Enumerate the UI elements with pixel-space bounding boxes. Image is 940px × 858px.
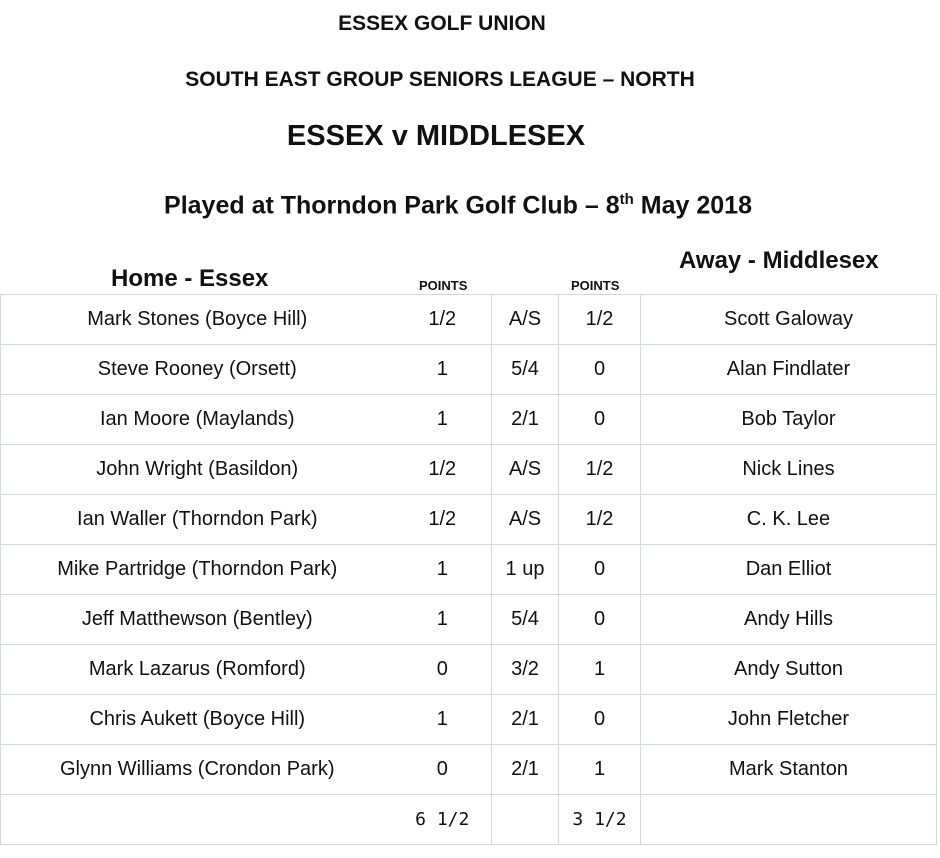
totals-blank-cell	[1, 795, 394, 845]
away-points: 1	[559, 645, 641, 695]
away-points: 0	[559, 545, 641, 595]
league-title: SOUTH EAST GROUP SENIORS LEAGUE – NORTH	[185, 68, 695, 91]
match-result: 5/4	[492, 345, 559, 395]
table-row	[1, 545, 937, 595]
table-row	[1, 645, 937, 695]
match-result: 2/1	[492, 395, 559, 445]
home-total-points: 6 1/2	[394, 795, 492, 845]
away-player: Dan Elliot	[641, 545, 937, 595]
away-points: 0	[559, 695, 641, 745]
home-points: 1	[394, 395, 492, 445]
away-points: 1	[559, 745, 641, 795]
home-team-header: Home - Essex	[111, 265, 269, 292]
match-result: 2/1	[492, 695, 559, 745]
table-row	[1, 445, 937, 495]
home-points: 1/2	[394, 495, 492, 545]
venue-line	[16, 191, 900, 220]
home-player: Glynn Williams (Crondon Park)	[1, 745, 394, 795]
table-row	[1, 295, 937, 345]
table-row	[1, 395, 937, 445]
away-player: Nick Lines	[641, 445, 937, 495]
venue-date-suffix: th	[619, 191, 634, 208]
table-row	[1, 345, 937, 395]
venue-suffix: May 2018	[633, 191, 752, 220]
home-points: 1	[394, 545, 492, 595]
home-player: Steve Rooney (Orsett)	[1, 345, 394, 395]
match-result: A/S	[492, 495, 559, 545]
match-result: 5/4	[492, 595, 559, 645]
match-result: 1 up	[492, 545, 559, 595]
away-player: Andy Sutton	[641, 645, 937, 695]
away-player: Andy Hills	[641, 595, 937, 645]
home-player: Chris Aukett (Boyce Hill)	[1, 695, 394, 745]
away-points: 1/2	[559, 445, 641, 495]
home-player: Mike Partridge (Thorndon Park)	[1, 545, 394, 595]
table-row	[1, 595, 937, 645]
home-points-header: POINTS	[419, 278, 468, 293]
table-row	[1, 745, 937, 795]
away-team-header: Away - Middlesex	[679, 247, 879, 274]
away-points: 0	[559, 595, 641, 645]
totals-result-cell	[492, 795, 559, 845]
home-points: 1	[394, 345, 492, 395]
home-points: 1/2	[394, 445, 492, 495]
home-player: Ian Waller (Thorndon Park)	[1, 495, 394, 545]
match-result: 2/1	[492, 745, 559, 795]
results-table	[0, 294, 937, 845]
match-result: A/S	[492, 445, 559, 495]
home-player: Mark Lazarus (Romford)	[1, 645, 394, 695]
totals-away-cell	[641, 795, 937, 845]
away-total-points: 3 1/2	[559, 795, 641, 845]
home-points: 1/2	[394, 295, 492, 345]
table-row	[1, 695, 937, 745]
match-result: A/S	[492, 295, 559, 345]
away-player: C. K. Lee	[641, 495, 937, 545]
home-points: 1	[394, 695, 492, 745]
away-points: 0	[559, 345, 641, 395]
away-points: 0	[559, 395, 641, 445]
away-points: 1/2	[559, 495, 641, 545]
home-points: 0	[394, 745, 492, 795]
match-result: 3/2	[492, 645, 559, 695]
home-player: Jeff Matthewson (Bentley)	[1, 595, 394, 645]
match-title: ESSEX v MIDDLESEX	[286, 120, 586, 152]
home-points: 1	[394, 595, 492, 645]
away-points: 1/2	[559, 295, 641, 345]
union-title: ESSEX GOLF UNION	[338, 12, 546, 35]
away-player: John Fletcher	[641, 695, 937, 745]
table-row	[1, 495, 937, 545]
away-player: Mark Stanton	[641, 745, 937, 795]
away-player: Bob Taylor	[641, 395, 937, 445]
away-points-header: POINTS	[571, 278, 620, 293]
away-player: Alan Findlater	[641, 345, 937, 395]
home-player: John Wright (Basildon)	[1, 445, 394, 495]
home-player: Mark Stones (Boyce Hill)	[1, 295, 394, 345]
venue-prefix: Played at Thorndon Park Golf Club – 8	[164, 191, 620, 220]
home-points: 0	[394, 645, 492, 695]
home-player: Ian Moore (Maylands)	[1, 395, 394, 445]
away-player: Scott Galoway	[641, 295, 937, 345]
totals-row	[1, 795, 937, 845]
